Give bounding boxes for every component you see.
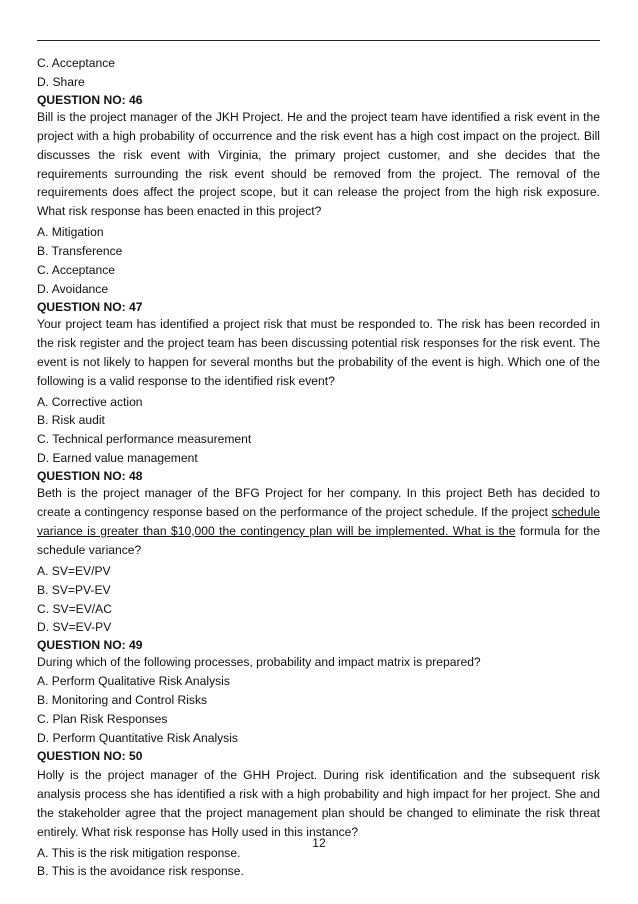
question-47 <box>37 299 600 468</box>
underlined-text: schedule variance is greater than $10,000 the contingency plan will be implemented. What is the <box>37 505 600 538</box>
question-46 <box>37 92 600 299</box>
question-text-part: Beth is the project manager of the BFG Project for her company. In this project Beth has decided to create a contingency response based on the performance of the project schedule. If the project <box>37 486 600 520</box>
question-text <box>37 484 600 560</box>
question-text: Bill is the project manager of the JKH Project. He and the project team have identified a risk event in the project with a high probability of occurrence and the risk event has a high cost impact on the project. Bill discusses the risk event with Virginia, the primary project customer, and she decides that the requirements surrounding the risk event should be removed from the project. The removal of the requirements does affect the project scope, but it can release the project from the high risk exposure. What risk response has been enacted in this project? <box>37 109 600 219</box>
page-number: 12 <box>312 836 326 850</box>
answer-option: A. SV=EV/PV <box>37 563 111 578</box>
answer-option: B. Transference <box>37 244 123 259</box>
question-heading: QUESTION NO: 50 <box>37 748 143 763</box>
answer-option: D. Perform Quantitative Risk Analysis <box>37 731 238 745</box>
answer-option: D. Earned value management <box>37 451 198 466</box>
header-rule <box>37 40 600 41</box>
answer-option: C. Acceptance <box>37 263 115 278</box>
answer-option: B. Risk audit <box>37 413 105 428</box>
page-content <box>37 54 600 881</box>
question-50 <box>37 748 600 881</box>
question-heading: QUESTION NO: 49 <box>37 638 143 653</box>
answer-option: A. Corrective action <box>37 394 143 409</box>
question-text-part: formula for the schedule variance? <box>37 523 600 557</box>
answer-option: A. Mitigation <box>37 225 104 240</box>
answer-option: D. SV=EV-PV <box>37 620 112 635</box>
question-text: Holly is the project manager of the GHH Project. During risk identification and the subsequent risk analysis process she has identified a risk with a high probability and high impact for her project. She and the stakeholder agree that the project management plan should be changed to eliminate the risk threat entirely. What risk response has Holly used in this instance? <box>37 767 600 839</box>
answer-option: C. Plan Risk Responses <box>37 712 168 727</box>
answer-option: B. SV=PV-EV <box>37 582 111 597</box>
answer-option: D. Avoidance <box>37 281 109 296</box>
answer-option: B. This is the avoidance risk response. <box>37 864 244 879</box>
question-heading: QUESTION NO: 48 <box>37 469 143 484</box>
question-49 <box>37 637 600 748</box>
question-heading: QUESTION NO: 47 <box>37 299 143 314</box>
answer-option: A. Perform Qualitative Risk Analysis <box>37 674 230 689</box>
question-text: Your project team has identified a project risk that must be responded to. The risk has been recorded in the risk register and the project team has been discussing potential risk responses for the risk event. The event is not likely to happen for several months but the probability of the event is high. Which one of the following is a valid response to the identified risk event? <box>37 316 600 388</box>
answer-option: D. Share <box>37 74 85 89</box>
question-text: During which of the following processes, probability and impact matrix is prepared? <box>37 655 481 670</box>
answer-option: A. This is the risk mitigation response. <box>37 845 241 860</box>
answer-option: C. SV=EV/AC <box>37 601 112 616</box>
question-48 <box>37 468 600 637</box>
answer-option: B. Monitoring and Control Risks <box>37 693 208 708</box>
answer-option: C. Acceptance <box>37 56 115 70</box>
question-heading: QUESTION NO: 46 <box>37 92 143 107</box>
answer-option: C. Technical performance measurement <box>37 432 252 447</box>
